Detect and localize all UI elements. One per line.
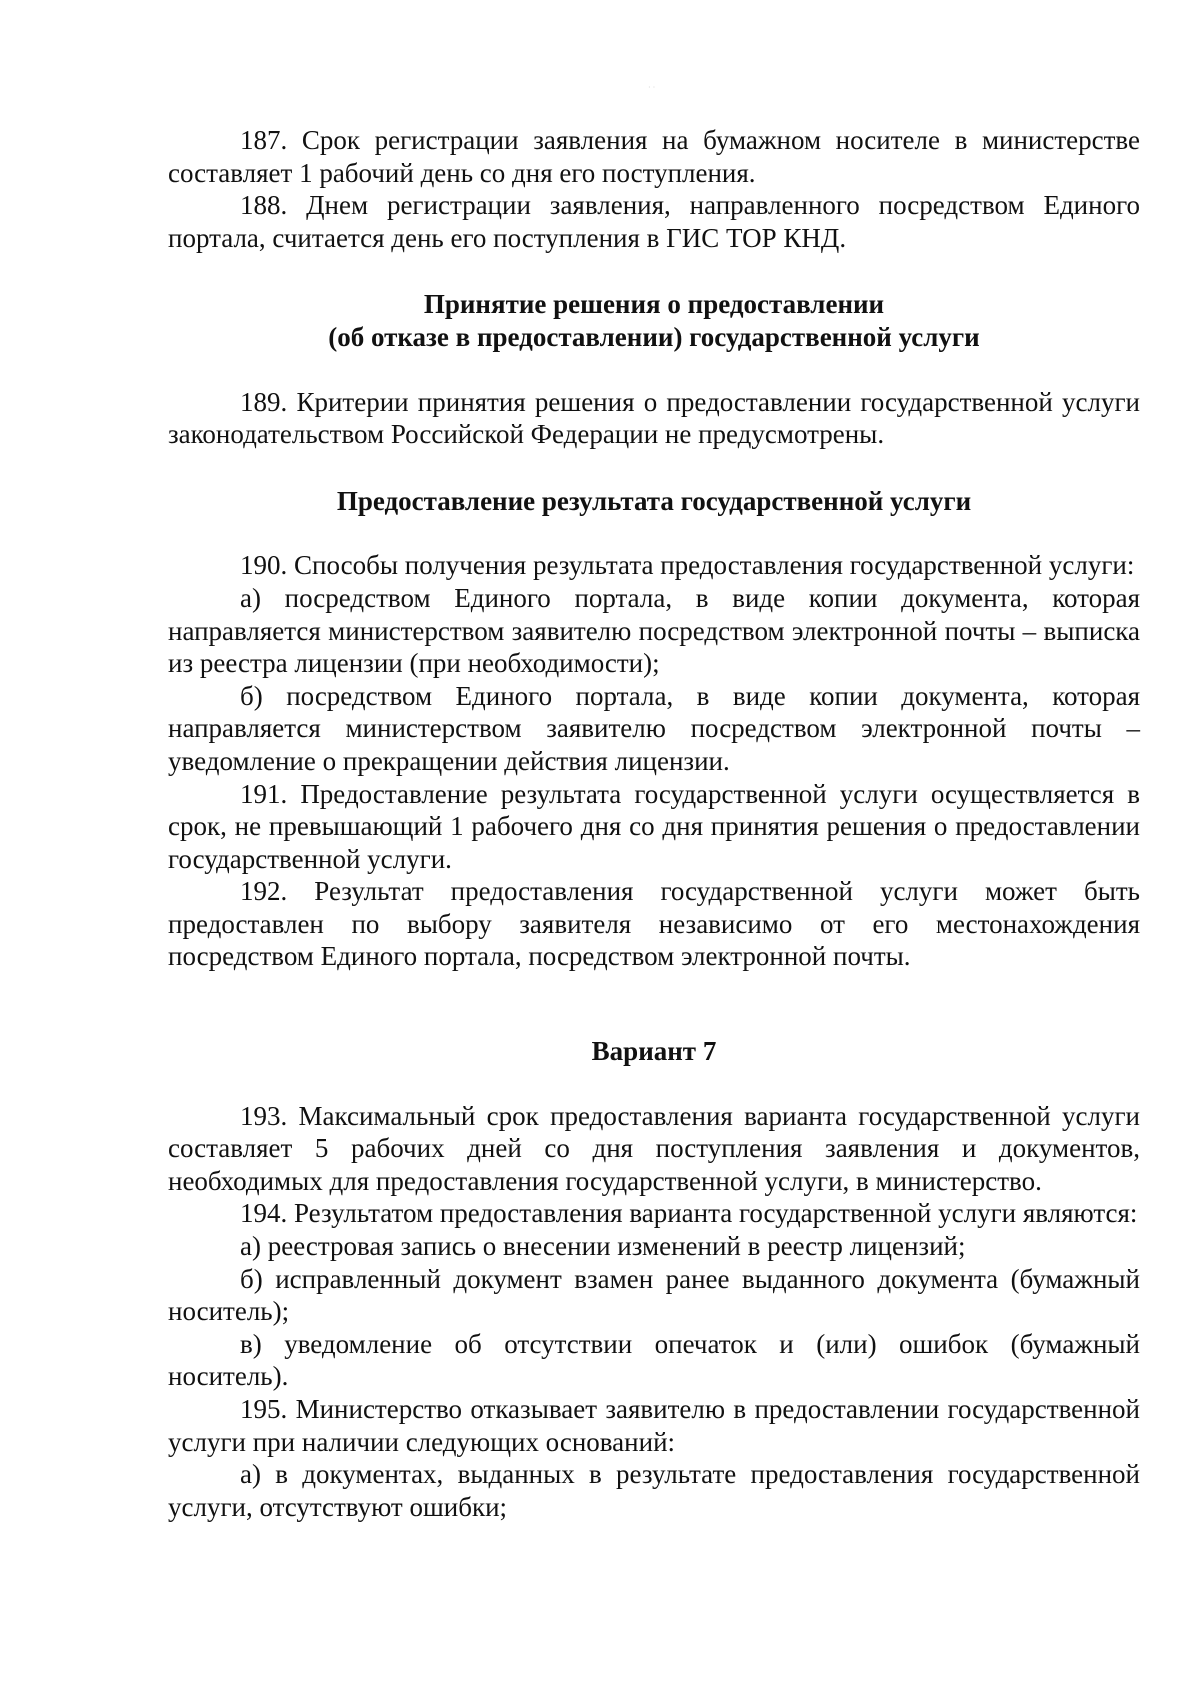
section-heading-decision bbox=[168, 288, 1140, 353]
paragraph-187: 187. Срок регистрации заявления на бумажном носителе в министерстве составляет 1 рабочий день со дня его поступления. bbox=[168, 125, 1140, 188]
paragraph-190-a: а) посредством Единого портала, в виде копии документа, которая направляется министерством заявителю посредством электронной почты – выписка из реестра лицензии (при необходимости); bbox=[168, 582, 1140, 679]
paragraph-194-b: б) исправленный документ взамен ранее выданного документа (бумажный носитель); bbox=[168, 1263, 1140, 1327]
paragraph-194: 194. Результатом предоставления варианта государственной услуги являются: bbox=[240, 1198, 1138, 1229]
scan-speck: · · bbox=[648, 83, 656, 92]
paragraph-195-a: а) в документах, выданных в результате предоставления государственной услуги, отсутствуют ошибки; bbox=[168, 1459, 1140, 1522]
heading-decision-line-1: Принятие решения о предоставлении bbox=[423, 289, 885, 320]
paragraph-189: 189. Критерии принятия решения о предоставлении государственной услуги законодательством Российской Федерации не предусмотрены. bbox=[168, 386, 1140, 450]
heading-variant-7: Вариант 7 bbox=[591, 1036, 717, 1067]
paragraph-190-b: б) посредством Единого портала, в виде копии документа, которая направляется министерством заявителю посредством электронной почты – уведомление о прекращении действия лицензии. bbox=[168, 680, 1140, 776]
paragraph-192: 192. Результат предоставления государственной услуги может быть предоставлен по выбору заявителя независимо от его местонахождения посредством Единого портала, посредством электронной почты. bbox=[168, 876, 1140, 972]
paragraph-191: 191. Предоставление результата государственной услуги осуществляется в срок, не превышающий 1 рабочего дня со дня принятия решения о предоставлении государственной услуги. bbox=[168, 778, 1140, 874]
heading-decision-line-2: (об отказе в предоставлении) государственной услуги bbox=[328, 321, 980, 352]
paragraph-195: 195. Министерство отказывает заявителю в предоставлении государственной услуги при наличии следующих оснований: bbox=[168, 1394, 1140, 1457]
document-body bbox=[168, 124, 1140, 1523]
paragraph-193: 193. Максимальный срок предоставления варианта государственной услуги составляет 5 рабочих дней со дня поступления заявления и документов, необходимых для предоставления государственной услуги, в министерство. bbox=[168, 1100, 1140, 1196]
paragraph-188: 188. Днем регистрации заявления, направленного посредством Единого портала, считается день его поступления в ГИС ТОР КНД. bbox=[168, 190, 1140, 253]
paragraph-190: 190. Способы получения результата предоставления государственной услуги: bbox=[240, 550, 1135, 581]
paragraph-194-v: в) уведомление об отсутствии опечаток и (или) ошибок (бумажный носитель). bbox=[168, 1328, 1140, 1392]
heading-result: Предоставление результата государственной услуги bbox=[336, 485, 972, 516]
paragraph-194-a: а) реестровая запись о внесении изменений в реестр лицензий; bbox=[240, 1231, 966, 1262]
